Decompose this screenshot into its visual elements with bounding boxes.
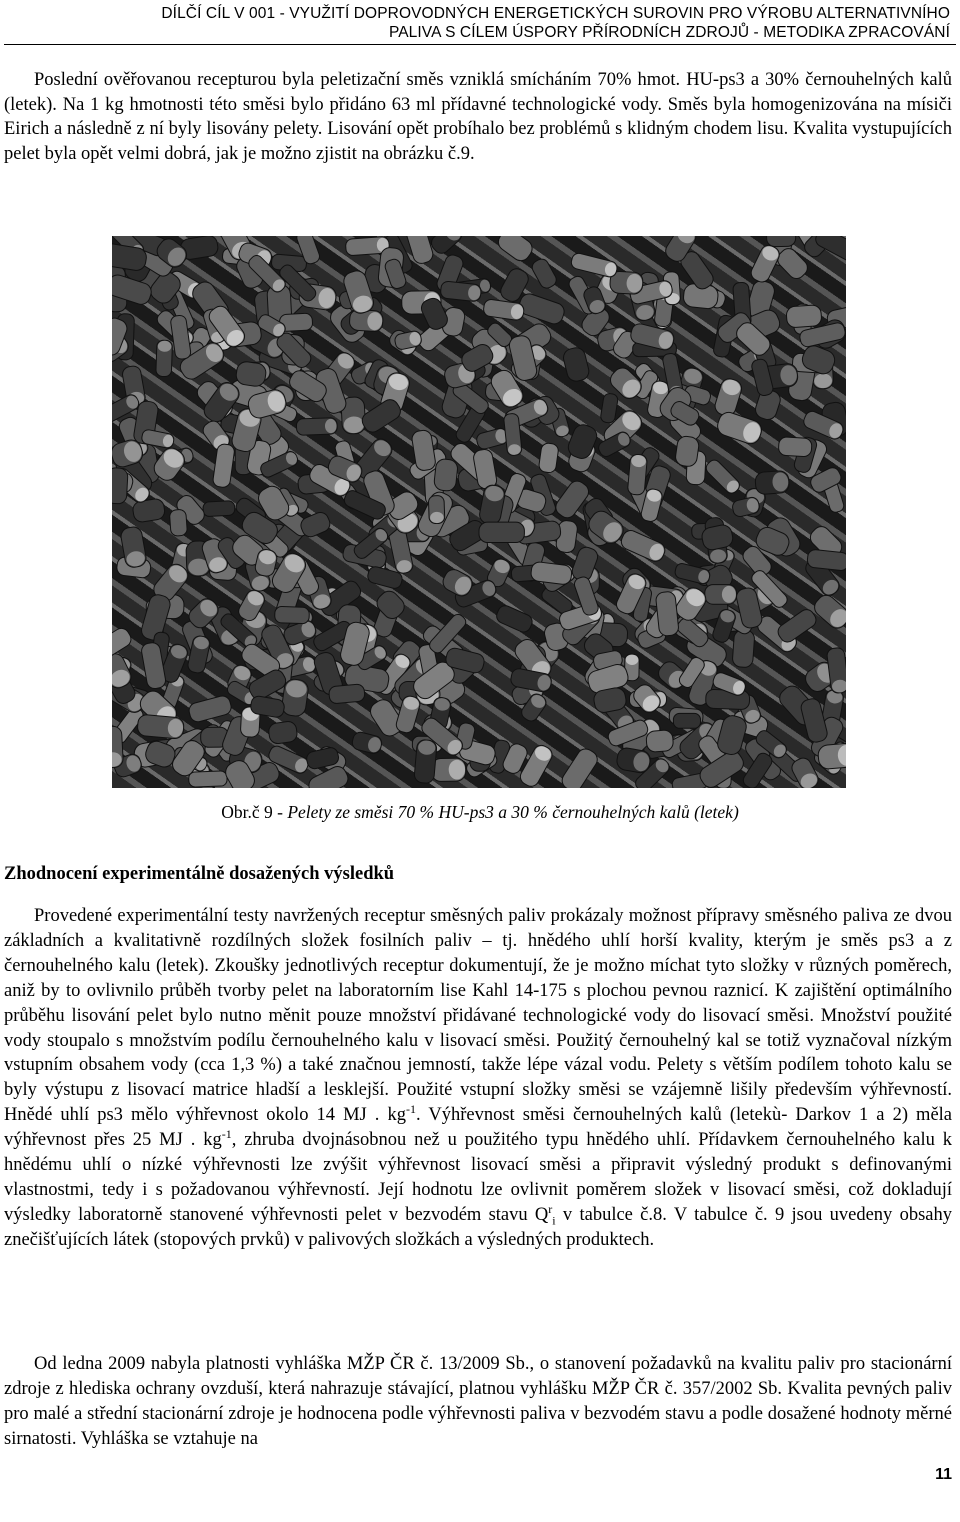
pellet-shape [786,305,822,328]
pellet-shape [559,746,601,788]
pellet-shape [189,771,228,787]
body-p1-sup-2: -1 [221,1127,232,1141]
body-p1-sup-1: -1 [406,1102,416,1117]
pellet-shape [112,467,128,504]
pellet-shape [479,522,524,542]
pellet-shape [673,713,700,728]
page-number: 11 [935,1466,952,1483]
pellet-shape [212,443,235,488]
intro-paragraph: Poslední ověřovanou recepturou byla peletizační směs vzniklá smícháním 70% hmot. HU-ps3 a 30% černouhelných kalů (letek). Na 1 kg hmotnosti této směsi bylo přidáno 63 ml přídavné technologické vody. Směs byla homogenizována na mísiči Eirich a následně z ní byly lisovány pelety. Lisování opět probíhalo bez problémů s klidným chodem lisu. Kvalita vystupujících pelet byla opět velmi dobrá, jak je možno zjistit na obrázku č.9. [4,70,952,164]
running-header [0,4,960,42]
body-p1-part-d: v tabulce č.8. V tabulce č. 9 jsou uvedeny obsahy znečišťujících látek (stopových prvků) v palivových složkách a výsledných produktech. [4,1204,952,1250]
pellet-shape [766,236,795,247]
header-divider [4,44,956,45]
pellet-shape [268,720,298,744]
section-heading: Zhodnocení experimentálně dosažených výsledků [4,864,395,884]
pellet-shape [203,501,235,517]
figure-caption-label: Obr.č 9 - [221,802,288,822]
pellet-shape [538,442,559,473]
pellet-shape [187,694,233,723]
pellet-shape [807,549,846,571]
pellet-shape [646,730,674,753]
pellet-shape [495,236,536,264]
pellet-end [722,586,736,603]
pellet-shape [428,236,465,257]
body-p1-part-b: . Výhřevnost směsi černouhelných kalů (letekù- Darkov 1 a 2) měla výhřevnost přes 25 MJ . kg [4,1105,953,1151]
body-p1-part-a: Provedené experimentální testy navržených receptur směsných paliv prokázaly možnost přípravy směsného paliva ze dvou základních a kvalitativně rozdílných složek fosilních paliv – tj. hnědého uhlí horší kvality, kterým je směs ps3 a z černouhelného kalu (letek). Zkoušky jednotlivých receptur dokumentují, že je možno míchat tyto složky v různých poměrech, aniž by to ovlivnilo průběh tvorby pelet na laboratorním lise Kahl 14-175 s plochou pevnou raznicí. K zajištění optimálního průběhu lisování pelet bylo nutno měnit pouze množství přidávané technologické vody do lisovací směsi. Množství použité vody stoupalo s množstvím podílu černouhelného kalu v lisovací směsi. Použitý černouhelný kal se totiž vyznačoval nízkým vstupním obsahem vody (cca 1,3 %) a také značnou jemností, takže lépe vázal vodu. Pelety s větším podílem tohoto kalu se byly výstupu z lisovací matrice hladší a lesklejší. Použité vstupní složky směsi se vzájemně lišily především výhřevností. Hnědé uhlí ps3 mělo výhřevnost okolo 14 MJ . kg [4,906,952,1126]
body-p1-part-c: , zhruba dvojnásobnou než u použitého typu hnědého uhlí. Přídavkem černouhelného kalu k hnědému uhlí o nízké výhřevnosti lze zvýšit výhřevnost lisovací směsi a připravit výsledný produkt s definovanými vlastnostmi, tedy i s požadovanou výhřevností. Její hodnotu lze ovlivnit poměrem složek v lisovací směsi, což dokladují výsledky laboratorně stanovené výhřevnosti pelet v bezvodém stavu Q [4,1130,952,1225]
pellet-shape [655,591,679,636]
pellet-shape [732,629,755,667]
pellets-photo [112,236,846,788]
header-line-2: PALIVA S CÍLEM ÚSPORY PŘÍRODNÍCH ZDROJŮ - METODIKA ZPRACOVÁNÍ [388,24,950,41]
body-p1-sub-1: i [552,1213,556,1228]
pellet-shape [494,603,534,634]
pellet-shape [600,393,619,424]
pellet-shape [775,607,819,645]
body-paragraph-1 [4,904,952,1253]
figure-caption-text: Pelety ze směsi 70 % HU-ps3 a 30 % černouhelných kalů (letek) [287,802,739,822]
pellet-shape [169,509,187,536]
pellet-shape [530,257,559,291]
pellets-photo-texture [112,236,846,788]
pellet-shape [778,437,812,457]
pellet-shape [275,606,310,623]
body-paragraph-2: Od ledna 2009 nabyla platnosti vyhláška MŽP ČR č. 13/2009 Sb., o stanovení požadavků na kvalitu paliv pro stacionární zdroje z hlediska ochrany ovzduší, která nahrazuje stávající, platnou vyhlášku MŽP ČR č. 357/2002 Sb. Kvalita pevných paliv pro malé a střední stacionární zdroje je hodnocena podle výhřevnosti paliva v bezvodém stavu a podle dosažené hodnoty měrné sirnatosti. Vyhláška se vztahuje na [4,1354,952,1449]
pellet-shape [562,346,591,383]
header-line-1: DÍLČÍ CÍL V 001 - VYUŽITÍ DOPROVODNÝCH ENERGETICKÝCH SUROVIN PRO VÝROBU ALTERNATIVNÍHO [161,5,950,22]
pellet-shape [517,292,567,327]
pellet-shape [329,684,366,704]
figure-caption [0,801,960,823]
body-p1-sup-3: r [548,1201,553,1216]
pellet-shape [433,458,458,491]
